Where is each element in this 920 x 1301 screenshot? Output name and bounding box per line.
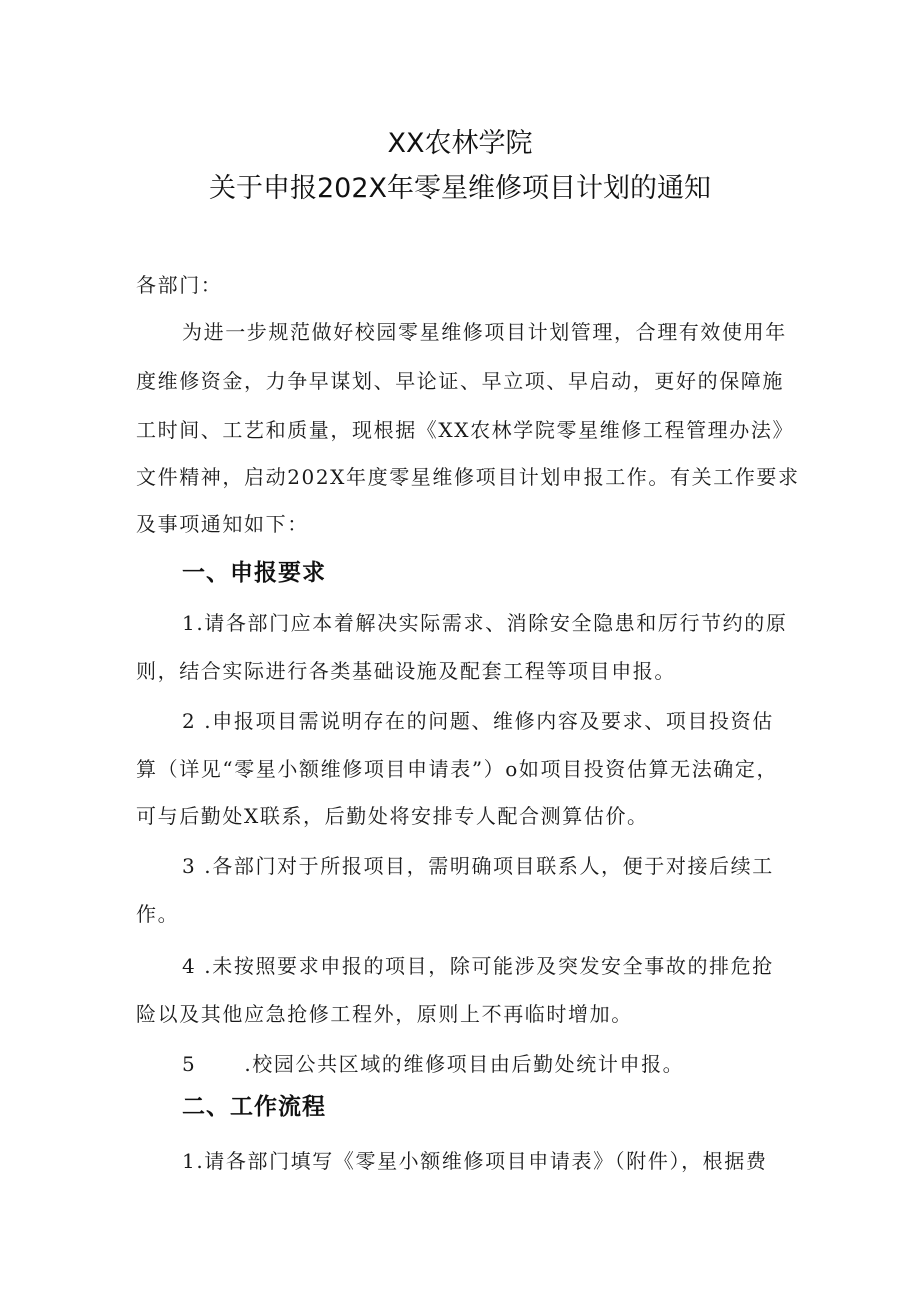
requirement-item-4-line: 险以及其他应急抢修工程外，原则上不再临时增加。	[136, 1002, 633, 1026]
requirement-item-4-line: 4 .未按照要求申报的项目，除可能涉及突发安全事故的排危抢	[182, 954, 774, 978]
requirement-item-1-line: 1.请各部门应本着解决实际需求、消除安全隐患和厉行节约的原	[182, 611, 788, 635]
requirement-item-5-line	[182, 1049, 796, 1079]
workflow-item-1-line: 1.请各部门填写《零星小额维修项目申请表》（附件），根据费	[182, 1149, 768, 1173]
intro-line: 及事项通知如下：	[136, 512, 309, 536]
requirement-item-3-line: 作。	[136, 902, 180, 926]
requirement-item-1-line: 则，结合实际进行各类基础设施及配套工程等项目申报。	[136, 659, 676, 683]
intro-line: 度维修资金，力争早谋划、早论证、早立项、早启动，更好的保障施	[136, 369, 784, 393]
requirement-item-5-text: .校园公共区域的维修项目由后勤处统计申报。	[244, 1052, 685, 1076]
intro-line: 为进一步规范做好校园零星维修项目计划管理，合理有效使用年	[182, 320, 787, 344]
intro-line: 文件精神，启动202X年度零星维修项目计划申报工作。有关工作要求	[136, 465, 800, 489]
title-notice: 关于申报202X年零星维修项目计划的通知	[208, 173, 712, 204]
requirement-item-3-line: 3 .各部门对于所报项目，需明确项目联系人，便于对接后续工	[182, 854, 774, 878]
requirement-item-5-number: 5	[182, 1052, 197, 1076]
section-heading-workflow: 二、工作流程	[182, 1094, 326, 1120]
title-school-name: XX农林学院	[387, 128, 533, 159]
requirement-item-2-line: 2 .申报项目需说明存在的问题、维修内容及要求、项目投资估	[182, 709, 774, 733]
requirement-item-2-line: 算（详见“零星小额维修项目申请表”）o如项目投资估算无法确定，	[136, 757, 779, 781]
intro-line: 工时间、工艺和质量，现根据《XX农林学院零星维修工程管理办法》	[136, 418, 795, 442]
requirement-item-2-line: 可与后勤处X联系，后勤处将安排专人配合测算估价。	[136, 804, 649, 828]
section-heading-requirements: 一、申报要求	[182, 560, 326, 586]
salutation: 各部门：	[136, 273, 223, 297]
